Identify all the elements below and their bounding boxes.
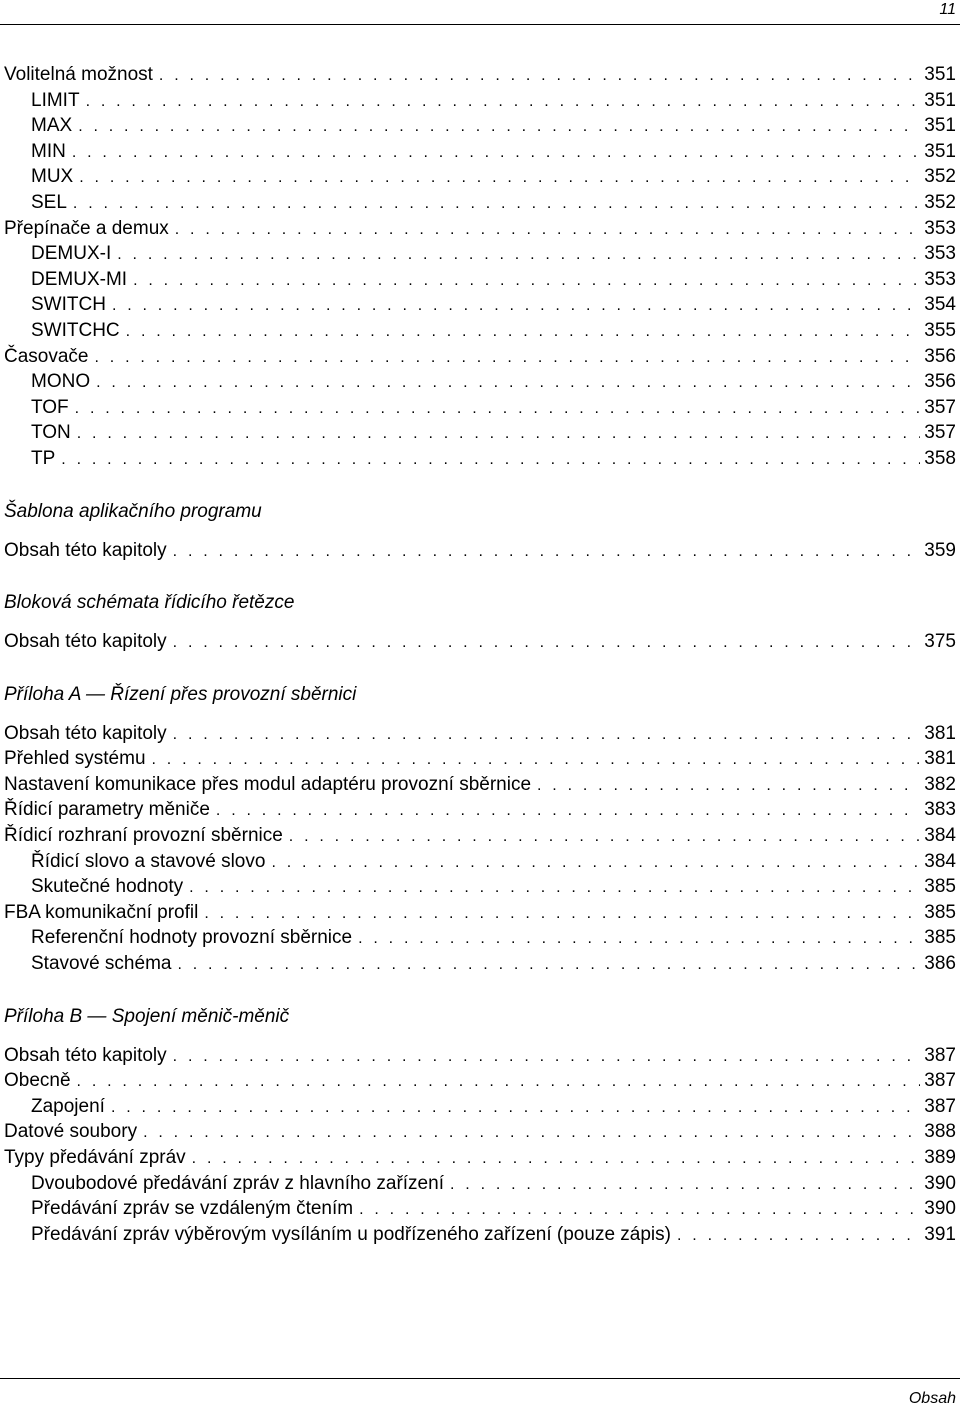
- toc-entry-label: MAX: [31, 115, 73, 137]
- dot-leader: [271, 850, 920, 876]
- dot-leader: [159, 63, 920, 89]
- toc-entry-page: 389: [924, 1147, 956, 1168]
- toc-entry[interactable]: [4, 849, 956, 875]
- dot-leader: [77, 1069, 921, 1095]
- toc-entry-page: 383: [924, 799, 956, 821]
- toc-entry-page: 351: [924, 140, 956, 162]
- toc-entry[interactable]: [4, 216, 956, 242]
- toc-entry-label: Obsah této kapitoly: [4, 1044, 167, 1066]
- dot-leader: [175, 217, 921, 243]
- toc-entry-label: TP: [31, 447, 56, 469]
- toc-entry[interactable]: [4, 874, 956, 900]
- dot-leader: [189, 875, 920, 901]
- toc-entry-label: Volitelná možnost: [4, 64, 153, 85]
- toc-entry[interactable]: [4, 369, 956, 395]
- toc-section: [4, 681, 956, 977]
- toc-entry-label: DEMUX-I: [31, 243, 112, 265]
- toc-entry[interactable]: [4, 823, 956, 849]
- toc-entry-label: MIN: [31, 140, 66, 162]
- toc-entry-label: FBA komunikační profil: [4, 901, 199, 923]
- footer-rule: [0, 1378, 960, 1379]
- toc-entry-label: TON: [31, 422, 71, 444]
- toc-entry-page: 387: [924, 1044, 956, 1066]
- toc-entry[interactable]: [4, 267, 956, 293]
- toc-entry-label: Datové soubory: [4, 1121, 138, 1143]
- dot-leader: [173, 630, 921, 656]
- toc-entry-label: Obsah této kapitoly: [4, 631, 167, 653]
- toc-entry-page: 351: [924, 64, 956, 85]
- dot-leader: [450, 1172, 920, 1198]
- toc-entry-label: Řídicí rozhraní provozní sběrnice: [4, 825, 283, 847]
- dot-leader: [111, 1095, 920, 1121]
- toc-entry-page: 381: [924, 748, 956, 770]
- dot-leader: [86, 89, 921, 115]
- toc-entry-page: 356: [924, 345, 956, 367]
- dot-leader: [358, 926, 920, 952]
- toc-entry-page: 355: [924, 319, 956, 341]
- toc-entry-label: MUX: [31, 166, 74, 188]
- dot-leader: [72, 140, 920, 166]
- toc-section: [4, 589, 956, 655]
- section-heading: Šablona aplikačního programu: [4, 500, 262, 522]
- toc-entry[interactable]: [4, 1119, 956, 1145]
- toc-entry-page: 385: [924, 927, 956, 949]
- toc-entry[interactable]: [4, 1068, 956, 1094]
- section-heading: Příloha A — Řízení přes provozní sběrnici: [4, 683, 357, 705]
- dot-leader: [152, 747, 921, 773]
- toc-entry[interactable]: [4, 746, 956, 772]
- toc-entry[interactable]: [4, 900, 956, 926]
- toc-entry-label: Řídicí parametry měniče: [4, 799, 210, 821]
- dot-leader: [173, 539, 921, 565]
- toc-entry-label: Předávání zpráv výběrovým vysíláním u podřízeného zařízení (pouze zápis): [31, 1223, 671, 1245]
- dot-leader: [143, 1120, 920, 1146]
- toc-entry[interactable]: [4, 62, 956, 88]
- dot-leader: [95, 345, 921, 371]
- toc-entry[interactable]: [4, 797, 956, 823]
- toc-entry-page: 352: [924, 166, 956, 188]
- toc-entry-page: 390: [924, 1198, 956, 1220]
- toc-section: [4, 62, 956, 472]
- toc-entry[interactable]: [4, 951, 956, 977]
- toc-entry[interactable]: [4, 88, 956, 114]
- toc-section: [4, 498, 956, 564]
- dot-leader: [204, 901, 920, 927]
- toc-entry-label: Obsah této kapitoly: [4, 539, 167, 561]
- header-rule: [0, 24, 960, 25]
- toc-entry[interactable]: [4, 1094, 956, 1120]
- toc-entry[interactable]: [4, 925, 956, 951]
- toc-entry-label: MONO: [31, 371, 91, 393]
- toc-entry-page: 352: [924, 191, 956, 213]
- toc-entry[interactable]: [4, 139, 956, 165]
- toc-entry-label: Typy předávání zpráv: [4, 1147, 186, 1168]
- toc-entry-label: Skutečné hodnoty: [31, 876, 184, 898]
- toc-entry-label: SEL: [31, 191, 67, 213]
- toc-entry[interactable]: [4, 395, 956, 421]
- toc-entry-page: 353: [924, 217, 956, 239]
- toc-entry-label: Dvoubodové předávání zpráv z hlavního zařízení: [31, 1172, 444, 1194]
- toc-entry-page: 391: [924, 1223, 956, 1245]
- toc-entry[interactable]: [4, 1145, 956, 1171]
- toc-entry[interactable]: [4, 344, 956, 370]
- toc-section: [4, 1003, 956, 1248]
- dot-leader: [173, 722, 921, 748]
- toc-entry-label: SWITCHC: [31, 319, 120, 341]
- dot-leader: [359, 1197, 920, 1223]
- toc-entry-page: 385: [924, 901, 956, 923]
- dot-leader: [73, 191, 920, 217]
- dot-leader: [96, 370, 920, 396]
- toc-entry[interactable]: [4, 1196, 956, 1222]
- toc-entry[interactable]: [4, 164, 956, 190]
- toc-entry-page: 387: [924, 1070, 956, 1092]
- toc-entry[interactable]: [4, 772, 956, 798]
- toc-entry[interactable]: [4, 1171, 956, 1197]
- toc-entry-page: 359: [924, 539, 956, 561]
- toc-entry-page: 353: [924, 268, 956, 290]
- toc-entry[interactable]: [4, 629, 956, 655]
- toc-entry-label: DEMUX-MI: [31, 268, 128, 290]
- dot-leader: [173, 1044, 921, 1070]
- toc-entry-page: 375: [924, 631, 956, 653]
- toc-entry[interactable]: [4, 721, 956, 747]
- toc-entry-label: Časovače: [4, 345, 89, 367]
- toc-entry-label: TOF: [31, 396, 69, 418]
- toc-entry-page: 390: [924, 1172, 956, 1194]
- toc-entry-label: Referenční hodnoty provozní sběrnice: [31, 927, 353, 949]
- dot-leader: [289, 824, 921, 850]
- footer-label: Obsah: [908, 1390, 956, 1407]
- dot-leader: [61, 447, 920, 473]
- dot-leader: [79, 165, 920, 191]
- toc-entry[interactable]: [4, 292, 956, 318]
- toc-entry-page: 357: [924, 396, 956, 418]
- dot-leader: [216, 798, 920, 824]
- dot-leader: [133, 268, 920, 294]
- toc-entry-page: 384: [924, 850, 956, 872]
- toc-entry-page: 386: [924, 953, 956, 975]
- toc-entry-label: Předávání zpráv se vzdáleným čtením: [31, 1198, 354, 1220]
- toc-entry-label: Obsah této kapitoly: [4, 722, 167, 744]
- toc-entry[interactable]: [4, 538, 956, 564]
- toc-entry-page: 382: [924, 773, 956, 795]
- toc-entry-page: 387: [924, 1095, 956, 1117]
- toc-entry-page: 356: [924, 371, 956, 393]
- toc-entry[interactable]: [4, 420, 956, 446]
- dot-leader: [112, 293, 920, 319]
- toc-entry-page: 353: [924, 243, 956, 265]
- dot-leader: [77, 421, 921, 447]
- toc-entry-page: 351: [924, 115, 956, 137]
- toc-entry[interactable]: [4, 190, 956, 216]
- toc-entry[interactable]: [4, 318, 956, 344]
- toc-entry-label: Řídicí slovo a stavové slovo: [31, 850, 266, 872]
- page-number: 11: [939, 1, 956, 18]
- toc-entry-page: 351: [924, 89, 956, 111]
- dot-leader: [192, 1146, 921, 1172]
- section-heading: Bloková schémata řídicího řetězce: [4, 592, 295, 614]
- toc-entry-label: LIMIT: [31, 89, 80, 111]
- toc-entry[interactable]: [4, 1222, 956, 1248]
- dot-leader: [126, 319, 921, 345]
- toc-entry-label: Zapojení: [31, 1095, 105, 1117]
- toc-entry[interactable]: [4, 241, 956, 267]
- table-of-contents: [4, 62, 956, 1247]
- toc-entry-label: Přehled systému: [4, 748, 146, 770]
- section-heading: Příloha B — Spojení měnič-měnič: [4, 1005, 290, 1027]
- toc-entry[interactable]: [4, 446, 956, 472]
- toc-entry-label: Nastavení komunikace přes modul adaptéru provozní sběrnice: [4, 773, 532, 795]
- toc-entry[interactable]: [4, 1043, 956, 1069]
- toc-entry-page: 388: [924, 1121, 956, 1143]
- toc-entry[interactable]: [4, 113, 956, 139]
- toc-entry-label: SWITCH: [31, 294, 106, 316]
- toc-entry-page: 354: [924, 294, 956, 316]
- toc-entry-page: 358: [924, 447, 956, 469]
- dot-leader: [177, 952, 920, 978]
- toc-entry-page: 381: [924, 722, 956, 744]
- dot-leader: [78, 114, 920, 140]
- toc-entry-label: Stavové schéma: [31, 953, 172, 975]
- dot-leader: [75, 396, 921, 422]
- toc-entry-page: 385: [924, 876, 956, 898]
- toc-entry-label: Přepínače a demux: [4, 217, 169, 239]
- dot-leader: [537, 773, 920, 799]
- toc-entry-page: 384: [924, 825, 956, 847]
- dot-leader: [117, 242, 920, 268]
- toc-entry-page: 357: [924, 422, 956, 444]
- toc-entry-label: Obecně: [4, 1070, 71, 1092]
- dot-leader: [677, 1223, 920, 1249]
